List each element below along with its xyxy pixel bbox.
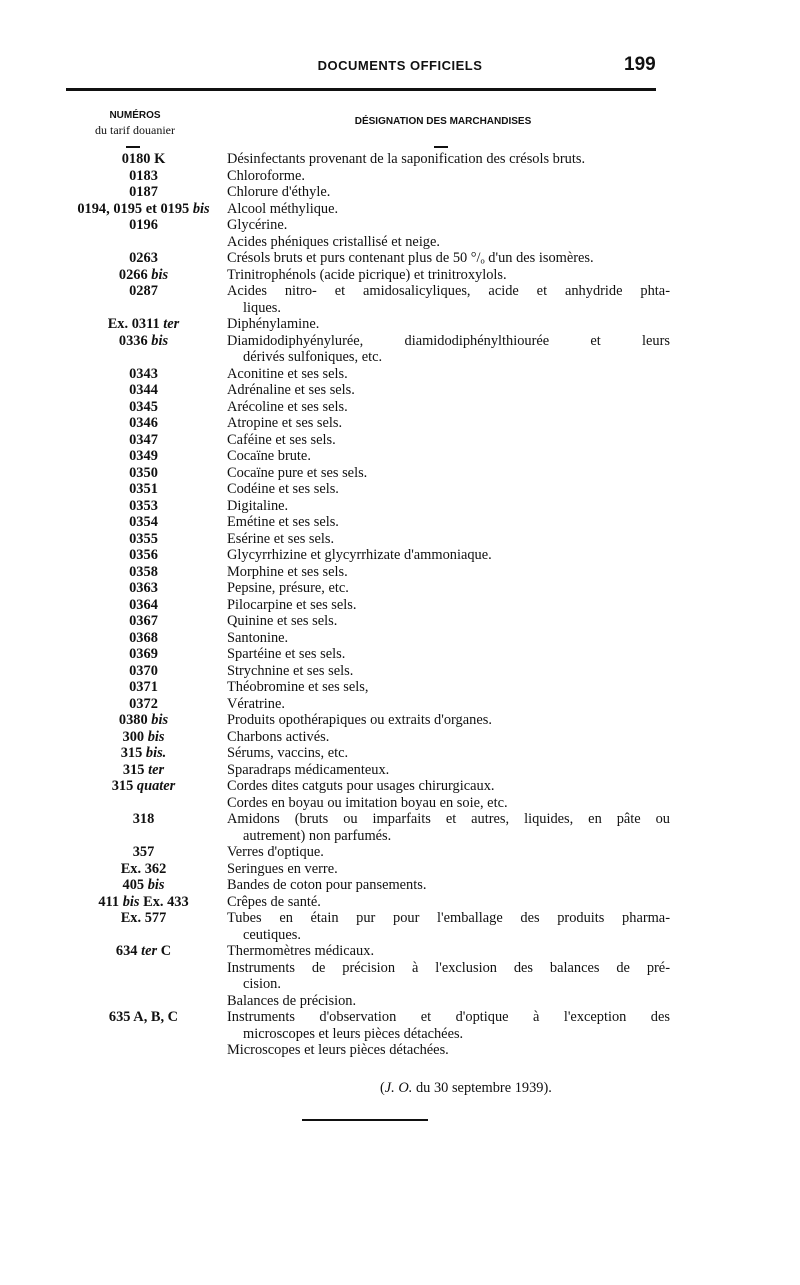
goods-designation [227,217,670,234]
designation-line: Charbons activés. [227,728,330,745]
tariff-number: 0353 [129,497,158,514]
designation-line: Cocaïne pure et ses sels. [227,464,368,481]
entry-row [60,498,670,515]
designation-line: Codéine et ses sels. [227,481,339,497]
goods-designation [227,547,670,564]
entry-row [60,201,670,218]
goods-designation [227,399,670,416]
goods-designation [227,415,670,432]
designation-line: Tubes en étain pur pour l'emballage des produits pharma- [227,910,670,926]
goods-designation [227,184,670,201]
goods-designation [227,448,670,465]
goods-designation [227,531,670,548]
tariff-number: 0368 [129,629,158,646]
goods-designation [227,267,670,284]
goods-designation [227,844,670,861]
designation-line: Chloroforme. [227,167,305,184]
entry-row [60,861,670,878]
entry-row [60,283,670,316]
designation-line: Cordes en boyau ou imitation boyau en soie, etc. [227,794,508,811]
tariff-number [60,993,227,1010]
goods-designation [227,250,670,267]
tariff-number: 0196 [129,217,158,233]
tariff-number: 300 bis [122,728,165,745]
designation-line: Amidons (bruts ou imparfaits et autres, liquides, en pâte ou [227,811,670,827]
entry-row [60,531,670,548]
page-number: 199 [624,54,656,75]
entry-row [60,1009,670,1042]
tariff-number: 0356 [129,547,158,563]
entry-row [60,696,670,713]
goods-designation [227,151,670,168]
source-citation: (J. O. du 30 septembre 1939). [380,1080,552,1096]
tariff-number [60,234,227,251]
designation-line: Quinine et ses sels. [227,613,338,629]
entry-row [60,894,670,911]
tariff-number: 0349 [129,448,158,464]
goods-designation [227,795,670,812]
tariff-number [60,1042,227,1059]
entry-row [60,316,670,333]
tariff-number: 0343 [129,365,158,382]
tariff-number: 0351 [129,481,158,497]
designation-line: liques. [243,299,281,316]
designation-line: Seringues en verre. [227,860,338,877]
goods-designation [227,745,670,762]
entry-row [60,993,670,1010]
goods-designation [227,382,670,399]
designation-line: Digitaline. [227,497,289,514]
designation-line: Morphine et ses sels. [227,563,348,580]
designation-line: Spartéine et ses sels. [227,646,346,662]
tariff-number: Ex. 0311 ter [107,316,180,332]
tariff-number: 0372 [129,695,158,712]
tariff-number: 0363 [129,580,158,596]
goods-designation [227,910,670,943]
entry-row [60,333,670,366]
goods-designation [227,333,670,366]
entry-row [60,151,670,168]
designation-line: Microscopes et leurs pièces détachées. [227,1042,449,1058]
designation-line: Cordes dites catguts pour usages chirurgicaux. [227,778,495,794]
goods-designation [227,580,670,597]
designation-line: Esérine et ses sels. [227,530,335,547]
goods-designation [227,283,670,316]
entry-row [60,432,670,449]
goods-designation [227,316,670,333]
tariff-number: 315 ter [122,761,165,778]
entry-row [60,580,670,597]
tariff-number: 315 bis. [120,745,167,761]
entry-row [60,910,670,943]
entry-row [60,415,670,432]
goods-designation [227,811,670,844]
tariff-number: 634 ter C [115,943,172,959]
designation-line: Trinitrophénols (acide picrique) et trinitroxylols. [227,266,507,283]
tariff-number [60,795,227,812]
entry-row [60,960,670,993]
entry-row [60,514,670,531]
goods-designation [227,597,670,614]
column-dash-right [434,146,448,148]
entry-row [60,481,670,498]
entry-row [60,366,670,383]
goods-designation [227,729,670,746]
goods-designation [227,498,670,515]
entry-row [60,762,670,779]
goods-designation [227,960,670,993]
goods-designation [227,712,670,729]
entry-row [60,745,670,762]
entry-row [60,712,670,729]
designation-line: Caféine et ses sels. [227,431,336,448]
tariff-number [60,960,227,993]
designation-line: Instruments de précision à l'exclusion des balances de pré- [227,959,670,976]
tariff-number: 0370 [129,662,158,679]
designation-line: Chlorure d'éthyle. [227,184,331,200]
running-header-title: DOCUMENTS OFFICIELS [317,58,483,73]
goods-designation [227,696,670,713]
goods-designation [227,877,670,894]
tariff-number: Ex. 362 [120,860,167,877]
designation-line: Vératrine. [227,695,285,712]
designation-line: Cocaïne brute. [227,448,311,464]
column-header-numbers-title: NUMÉROS [109,110,161,121]
entry-row [60,184,670,201]
designation-line: Acides phéniques cristallisé et neige. [227,233,440,250]
designation-line: Produits opothérapiques ou extraits d'organes. [227,712,492,728]
tariff-number: 318 [132,811,155,827]
designation-line: cision. [243,976,281,992]
tariff-number: 0263 [129,250,158,266]
goods-designation [227,514,670,531]
tariff-number: 0354 [129,514,158,530]
designation-line: autrement) non parfumés. [243,827,392,844]
goods-designation [227,679,670,696]
tariff-number: 0380 bis [118,712,169,728]
entry-row [60,729,670,746]
designation-line: Glycyrrhizine et glycyrrhizate d'ammoniaque. [227,547,492,563]
header-rule [66,88,656,91]
designation-line: Crêpes de santé. [227,893,321,910]
tariff-number: 0194, 0195 et 0195 bis [77,200,210,217]
tariff-number: 0355 [129,530,158,547]
entry-row [60,448,670,465]
designation-line: Instruments d'observation et d'optique à l'exception des [227,1009,670,1025]
goods-designation [227,861,670,878]
entry-row [60,465,670,482]
entry-row [60,795,670,812]
designation-line: Alcool méthylique. [227,200,339,217]
entry-row [60,877,670,894]
tariff-number: 0364 [129,596,158,613]
tariff-number: 0187 [129,184,158,200]
goods-designation [227,432,670,449]
tariff-number: 635 A, B, C [108,1009,179,1025]
tariff-number: Ex. 577 [120,910,167,926]
entry-row [60,679,670,696]
designation-line: Aconitine et ses sels. [227,365,348,382]
designation-line: ceutiques. [243,926,301,943]
entry-row [60,663,670,680]
designation-line: Atropine et ses sels. [227,415,343,431]
entry-row [60,597,670,614]
designation-line: Diamidodiphyénylurée, diamidodiphénylthiourée et leurs [227,332,670,349]
tariff-number: 0347 [129,431,158,448]
designation-line: Arécoline et ses sels. [227,398,348,415]
tariff-number: 357 [132,844,155,860]
entry-row [60,250,670,267]
column-header-designation: DÉSIGNATION DES MARCHANDISES [354,116,532,127]
tariff-number: 405 bis [122,877,165,893]
goods-designation [227,366,670,383]
goods-designation [227,630,670,647]
designation-line: dérivés sulfoniques, etc. [243,349,383,365]
tariff-number: 0336 bis [118,332,169,349]
designation-line: Diphénylamine. [227,316,320,332]
designation-line: Balances de précision. [227,992,357,1009]
designation-line: Strychnine et ses sels. [227,662,354,679]
entry-row [60,1042,670,1059]
column-header-numbers-subtitle: du tarif douanier [95,123,175,137]
goods-designation [227,894,670,911]
tariff-number: 315 quater [111,778,176,794]
designation-line: Adrénaline et ses sels. [227,382,355,398]
entry-row [60,168,670,185]
entry-row [60,844,670,861]
goods-designation [227,762,670,779]
designation-line: Bandes de coton pour pansements. [227,877,427,893]
designation-line: Désinfectants provenant de la saponification des crésols bruts. [227,151,586,167]
goods-designation [227,613,670,630]
designation-line: Sérums, vaccins, etc. [227,745,349,761]
designation-line: Glycérine. [227,217,288,233]
designation-line: Théobromine et ses sels, [227,679,369,695]
citation-journal: J. O. [384,1080,413,1096]
designation-line: Santonine. [227,629,289,646]
goods-designation [227,564,670,581]
goods-designation [227,778,670,795]
tariff-number: 0344 [129,382,158,398]
column-header-numbers [60,108,210,138]
goods-designation [227,481,670,498]
designation-line: Verres d'optique. [227,844,324,860]
tariff-number: 0180 K [121,151,166,167]
tariff-number: 0358 [129,563,158,580]
designation-line: Pilocarpine et ses sels. [227,596,357,613]
goods-designation [227,943,670,960]
entry-row [60,382,670,399]
entry-row [60,564,670,581]
tariff-number: 0287 [129,283,158,299]
entry-row [60,399,670,416]
entry-row [60,613,670,630]
entry-row [60,811,670,844]
goods-designation [227,168,670,185]
entry-row [60,267,670,284]
goods-designation [227,234,670,251]
tariff-number: 0350 [129,464,158,481]
goods-designation [227,993,670,1010]
entry-row [60,646,670,663]
bottom-rule [302,1119,428,1121]
tariff-number: 0346 [129,415,158,431]
entry-row [60,217,670,234]
tariff-number: 0369 [129,646,158,662]
entry-row [60,943,670,960]
goods-designation [227,465,670,482]
entry-row [60,234,670,251]
designation-line: Acides nitro- et amidosalicyliques, acide et anhydride phta- [227,283,670,299]
entry-row [60,778,670,795]
tariff-number: 0345 [129,398,158,415]
tariff-number: 0183 [129,167,158,184]
tariff-number: 0371 [129,679,158,695]
citation-date: du 30 septembre 1939). [415,1080,552,1096]
tariff-entries-list [60,151,670,1059]
designation-line: microscopes et leurs pièces détachées. [243,1025,464,1042]
designation-line: Emétine et ses sels. [227,514,339,530]
designation-line: Thermomètres médicaux. [227,943,375,959]
goods-designation [227,201,670,218]
tariff-number: 0367 [129,613,158,629]
designation-line: Sparadraps médicamenteux. [227,761,390,778]
designation-line: Pepsine, présure, etc. [227,580,349,596]
entry-row [60,547,670,564]
goods-designation [227,1009,670,1042]
goods-designation [227,663,670,680]
goods-designation [227,1042,670,1059]
tariff-number: 411 bis Ex. 433 [98,893,189,910]
column-dash-left [126,146,140,148]
goods-designation [227,646,670,663]
tariff-number: 0266 bis [118,266,169,283]
designation-line: Crésols bruts et purs contenant plus de 50 °/ₒ d'un des isomères. [227,250,594,266]
entry-row [60,630,670,647]
